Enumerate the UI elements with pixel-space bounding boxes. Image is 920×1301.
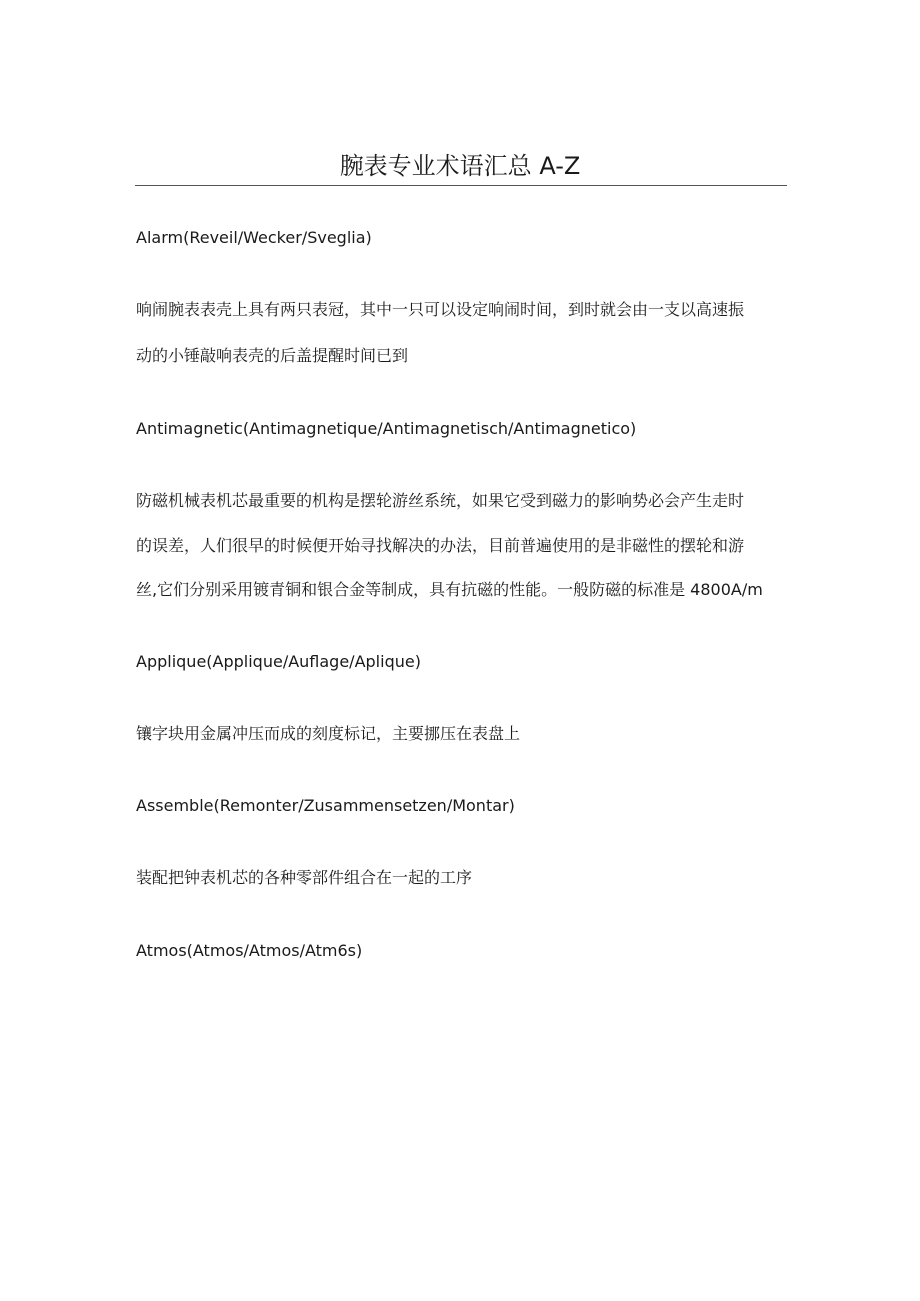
definition-line: 动的小锤敲响表壳的后盖提醒时间已到 xyxy=(136,346,409,365)
term-alarm: Alarm(Reveil/Wecker/Sveglia) xyxy=(136,228,372,247)
definition-line: 镶字块用金属冲压而成的刻度标记，主要挪压在表盘上 xyxy=(136,724,521,743)
term-assemble: Assemble(Remonter∕Zusammensetzen∕Montar) xyxy=(136,796,515,815)
definition-line: 的误差，人们很早的时候便开始寻找解决的办法，目前普遍使用的是非磁性的摆轮和游 xyxy=(136,536,745,555)
definition-line: 丝,它们分别采用镀青铜和银合金等制成，具有抗磁的性能。一般防磁的标准是 4800A∕m xyxy=(136,580,763,599)
term-applique: Applique(Applique∕Auflage∕Aplique) xyxy=(136,652,421,671)
page-title: 腕表专业术语汇总 A-Z xyxy=(339,152,581,180)
term-antimagnetic: Antimagnetic(Antimagnetique/Antimagnetisch/Antimagnetico) xyxy=(136,419,637,438)
definition-line: 装配把钟表机芯的各种零部件组合在一起的工序 xyxy=(136,868,473,887)
term-atmos: Atmos(Atmos∕Atmos∕Atm6s) xyxy=(136,941,363,960)
definition-line: 防磁机械表机芯最重要的机构是摆轮游丝系统，如果它受到磁力的影响势必会产生走时 xyxy=(136,491,745,510)
definition-line: 响闹腕表表壳上具有两只表冠，其中一只可以设定响闹时间，到时就会由一支以高速振 xyxy=(136,300,745,319)
title-divider xyxy=(135,185,787,186)
